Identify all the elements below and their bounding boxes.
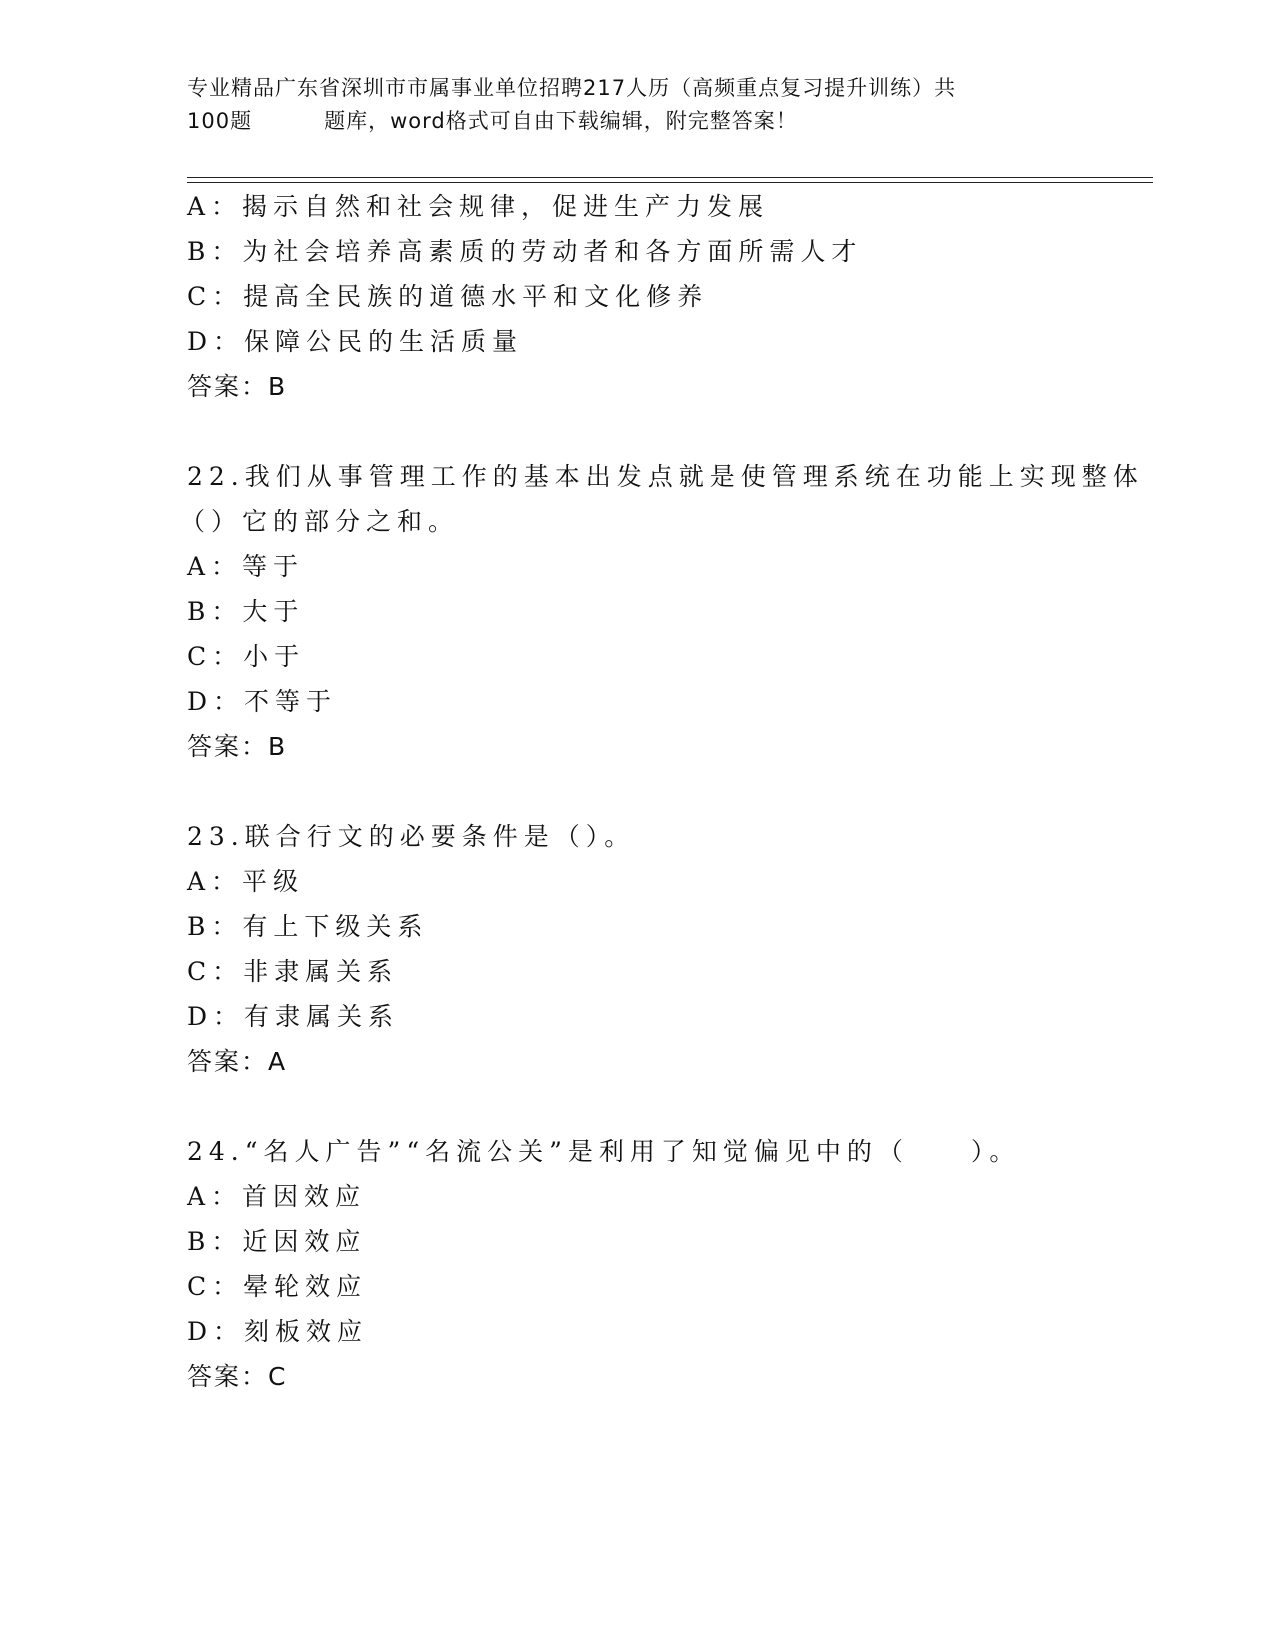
option-b: B：为社会培养高素质的劳动者和各方面所需人才 bbox=[187, 237, 863, 266]
header-title-line1: 专业精品广东省深圳市市属事业单位招聘217人历（高频重点复习提升训练）共 bbox=[187, 76, 957, 100]
option-c: C：提高全民族的道德水平和文化修养 bbox=[187, 282, 709, 311]
option-a: A：首因效应 bbox=[187, 1182, 367, 1211]
question-24-text: 24.“名人广告”“名流公关”是利用了知觉偏见中的（ ）。 bbox=[187, 1137, 1021, 1166]
option-d: D：保障公民的生活质量 bbox=[187, 327, 524, 356]
answer: 答案：C bbox=[187, 1362, 288, 1391]
answer: 答案：B bbox=[187, 372, 288, 401]
option-d: D：不等于 bbox=[187, 687, 338, 716]
document-header bbox=[187, 72, 1067, 138]
answer: 答案：A bbox=[187, 1047, 288, 1076]
option-a: A：等于 bbox=[187, 552, 305, 581]
option-c: C：小于 bbox=[187, 642, 306, 671]
option-a: A：揭示自然和社会规律，促进生产力发展 bbox=[187, 192, 770, 221]
header-question-count: 100题 bbox=[187, 109, 253, 133]
option-a: A：平级 bbox=[187, 867, 305, 896]
option-b: B：有上下级关系 bbox=[187, 912, 429, 941]
header-divider-top bbox=[187, 177, 1153, 178]
header-description: 题库，word格式可自由下载编辑，附完整答案！ bbox=[324, 109, 798, 133]
question-23-text: 23.联合行文的必要条件是（）。 bbox=[187, 822, 636, 851]
option-c: C：晕轮效应 bbox=[187, 1272, 368, 1301]
question-22-text: 22.我们从事管理工作的基本出发点就是使管理系统在功能上实现整体 bbox=[187, 462, 1144, 491]
option-d: D：刻板效应 bbox=[187, 1317, 369, 1346]
answer: 答案：B bbox=[187, 732, 288, 761]
option-b: B：大于 bbox=[187, 597, 305, 626]
option-d: D：有隶属关系 bbox=[187, 1002, 400, 1031]
question-22-text-cont: （）它的部分之和。 bbox=[180, 507, 460, 536]
option-c: C：非隶属关系 bbox=[187, 957, 399, 986]
header-title-line2 bbox=[187, 105, 1067, 138]
option-b: B：近因效应 bbox=[187, 1227, 367, 1256]
header-divider-bottom bbox=[187, 182, 1153, 183]
